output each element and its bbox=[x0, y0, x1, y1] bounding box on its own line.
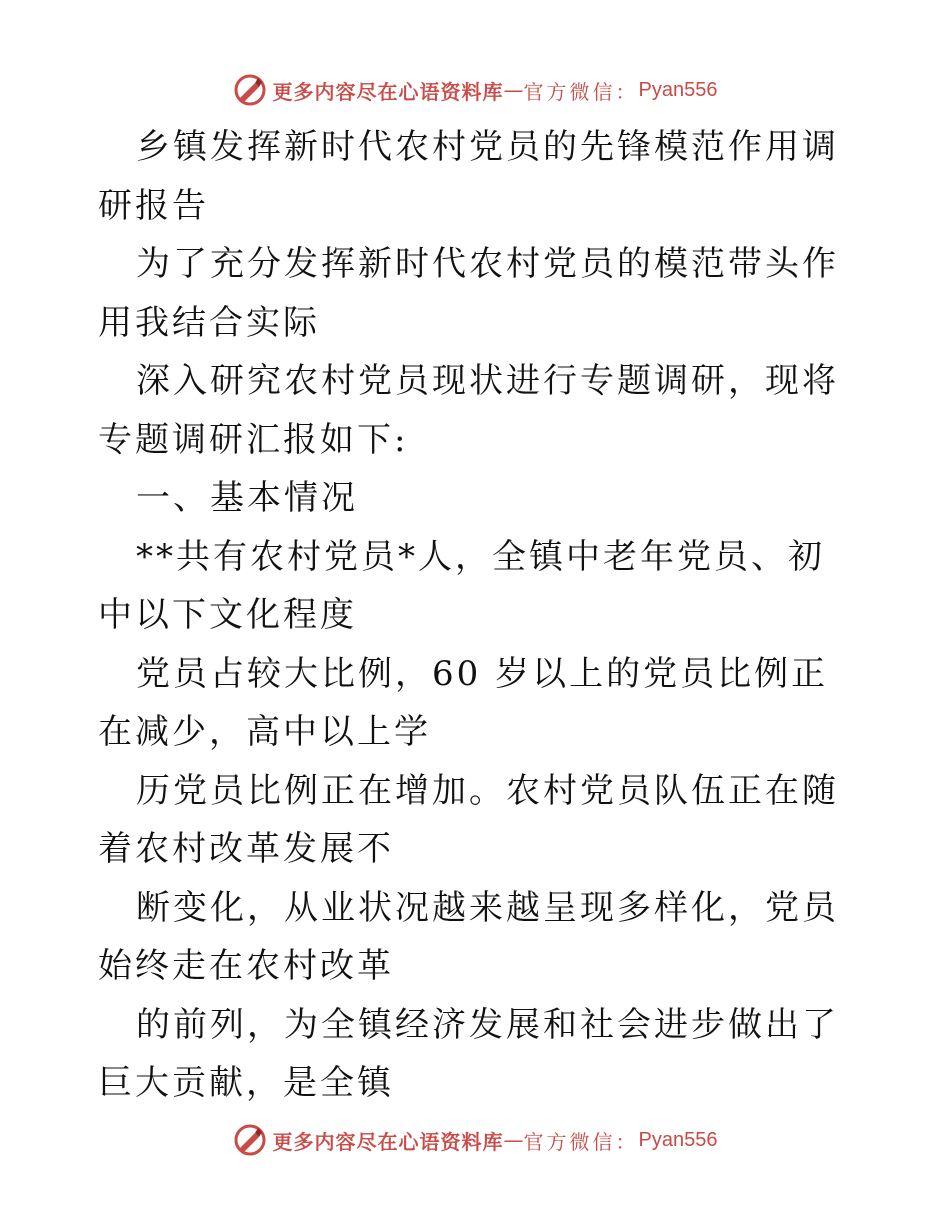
paragraph: 断变化，从业状况越来越呈现多样化，党员始终走在农村改革 bbox=[98, 887, 839, 986]
banner-wechat-label: 官方微信： bbox=[523, 79, 639, 104]
paragraph: 为了充分发挥新时代农村党员的模范带头作用我结合实际 bbox=[98, 244, 839, 343]
banner-wechat-label: 官方微信： bbox=[523, 1129, 639, 1154]
paragraph: 的前列，为全镇经济发展和社会进步做出了巨大贡献，是全镇 bbox=[98, 1004, 839, 1103]
banner-wechat-id: Pyan556 bbox=[638, 1128, 718, 1151]
paragraph: 深入研究农村党员现状进行专题调研，现将专题调研汇报如下: bbox=[98, 361, 839, 460]
red-pen-circle-logo-icon bbox=[233, 73, 267, 107]
banner-dash: — bbox=[503, 78, 524, 102]
paragraph: 党员占较大比例，60 岁以上的党员比例正在减少，高中以上学 bbox=[98, 653, 829, 752]
paragraph: **共有农村党员*人，全镇中老年党员、初中以下文化程度 bbox=[98, 536, 825, 635]
section-heading: 一、基本情况 bbox=[136, 478, 358, 518]
banner-main-text: 更多内容尽在心语资料库 bbox=[272, 1129, 504, 1154]
banner-dash: — bbox=[503, 1128, 524, 1152]
footer-banner bbox=[0, 1120, 950, 1160]
paragraph: 历党员比例正在增加。农村党员队伍正在随着农村改革发展不 bbox=[98, 770, 839, 869]
banner-wechat-id: Pyan556 bbox=[638, 78, 718, 101]
header-banner bbox=[0, 70, 950, 110]
red-pen-circle-logo-icon bbox=[233, 1123, 267, 1157]
document-body bbox=[98, 118, 858, 1113]
banner-main-text: 更多内容尽在心语资料库 bbox=[272, 79, 504, 104]
document-title: 乡镇发挥新时代农村党员的先锋模范作用调研报告 bbox=[98, 127, 839, 226]
